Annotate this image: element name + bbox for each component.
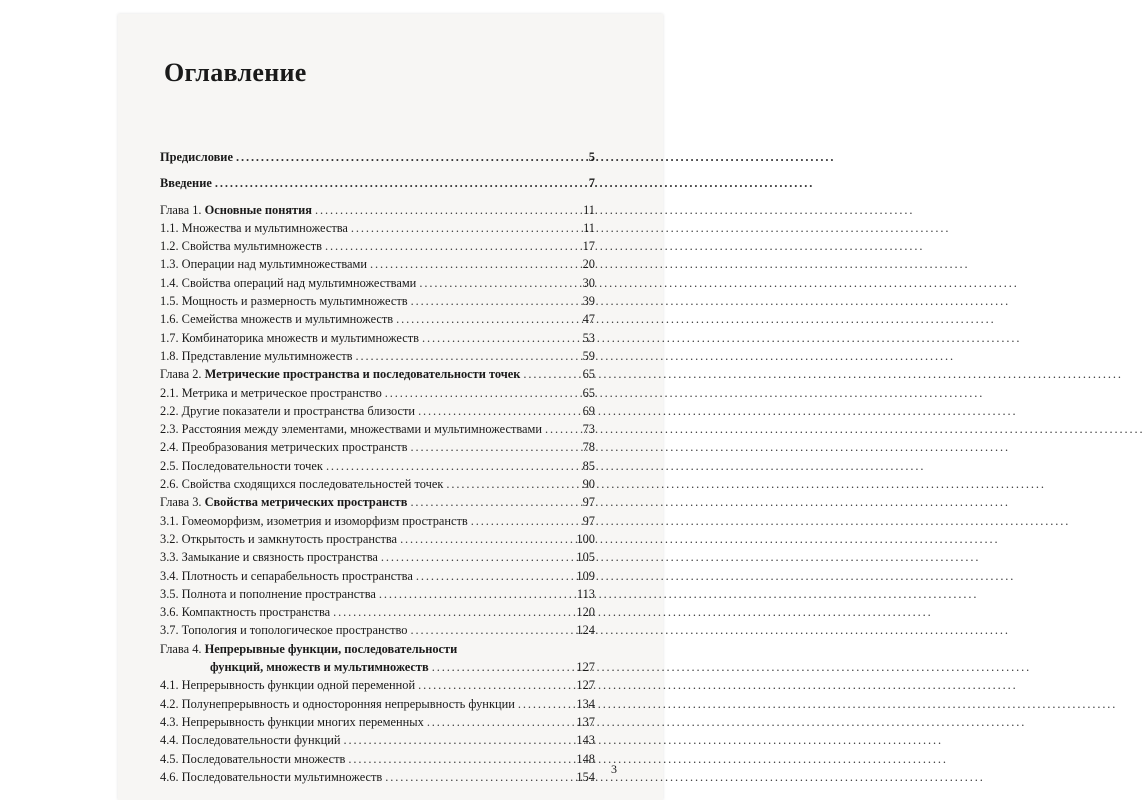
toc-entry-page: 11 [583,202,595,217]
toc-entry-label: 4.1. Непрерывность функции одной переменной [160,678,416,693]
toc-entry-label: Введение [160,176,212,191]
toc-entry-label: 2.2. Другие показатели и пространства близости [160,403,416,418]
toc-section [160,310,595,328]
toc-entry-page: 127 [576,660,595,675]
toc-entry-page: 73 [582,422,595,437]
toc-entry-label: 4.5. Последовательности множеств [160,751,346,766]
toc-entry-page: 85 [582,458,595,473]
toc-section [160,347,595,365]
dot-leader [333,603,572,621]
toc-entry-page: 7 [588,176,595,191]
toc-entry-label: 2.6. Свойства сходящихся последовательностей точек [160,477,444,492]
chapter-title-line1: Непрерывные функции, последовательности [204,641,458,656]
toc-entry-page: 78 [582,440,595,455]
toc-entry-label: 1.5. Мощность и размерность мультимножеств [160,294,408,309]
dot-leader [236,148,572,166]
dot-leader [315,201,572,219]
chapter-title: Метрические пространства и последовательности точек [204,367,521,382]
toc-entry-page: 90 [582,477,595,492]
dot-leader [422,329,572,347]
dot-leader [396,310,572,328]
toc-entry-label: 2.4. Преобразования метрических пространств [160,440,408,455]
dot-leader [325,237,572,255]
toc-entry-label: 2.3. Расстояния между элементами, множествами и мультимножествами [160,422,543,437]
page-number: 3 [611,762,617,776]
dot-leader [432,658,572,676]
toc-section [160,621,595,639]
dot-leader [356,347,573,365]
toc-entry-label: 3.5. Полнота и пополнение пространства [160,586,376,601]
toc-entry-page: 137 [576,714,595,729]
dot-leader [410,493,572,511]
toc-entry-label: 3.1. Гомеоморфизм, изометрия и изоморфизм пространств [160,513,468,528]
toc-chapter-3 [160,493,595,511]
toc-entry-page: 100 [576,531,595,546]
dot-leader [215,174,572,192]
toc-entry-page: 143 [576,733,595,748]
toc-entry-label: 1.6. Семейства множеств и мультимножеств [160,312,394,327]
toc-entry-page: 154 [576,769,595,784]
toc-entry-label: 2.1. Метрика и метрическое пространство [160,385,382,400]
toc-entry-page: 97 [582,513,595,528]
toc-entry-label: 1.1. Множества и мультимножества [160,220,348,235]
dot-leader [326,457,572,475]
toc-section [160,438,595,456]
toc-entry-preface [160,148,595,166]
toc-entry-page: 109 [576,568,595,583]
toc-entry-intro [160,174,595,192]
toc-entry-label: 3.4. Плотность и сепарабельность пространства [160,568,413,583]
dot-leader [400,530,572,548]
toc-entry-page: 127 [576,678,595,693]
toc-entry-label: 1.2. Свойства мультимножеств [160,239,322,254]
dot-leader [523,365,572,383]
toc-chapter-4 [160,640,595,677]
toc-entry-label: 1.3. Операции над мультимножествами [160,257,368,272]
toc-entry-page: 17 [582,239,595,254]
toc-entry-page: 148 [576,751,595,766]
toc-entry-label: 4.4. Последовательности функций [160,733,341,748]
dot-leader [418,402,572,420]
toc-section [160,768,595,786]
toc-entry-label: 1.7. Комбинаторика множеств и мультимножеств [160,330,419,345]
page-title: Оглавление [164,58,307,87]
toc-entry-label: 1.8. Представление мультимножеств [160,348,353,363]
toc-section [160,567,595,585]
toc-section [160,530,595,548]
toc-section [160,750,595,768]
dot-leader [545,420,572,438]
toc-section [160,420,595,438]
toc-entry-page: 53 [582,330,595,345]
toc-entry-page: 65 [582,385,595,400]
toc-entry-label: 4.3. Непрерывность функции многих переменных [160,714,424,729]
toc-section [160,695,595,713]
toc-entry-label: 2.5. Последовательности точек [160,458,323,473]
toc-entry-label: 3.2. Открытость и замкнутость пространства [160,531,398,546]
dot-leader [385,768,572,786]
chapter-prefix: Глава 4. [160,641,205,656]
toc-entry-label: 4.2. Полунепрерывность и односторонняя непрерывность функции [160,696,515,711]
toc-chapter-1 [160,201,595,219]
dot-leader [419,274,572,292]
chapter-title: Свойства метрических пространств [204,495,408,510]
toc-entry-label: 4.6. Последовательности мультимножеств [160,769,383,784]
dot-leader [348,750,572,768]
toc-entry-page: 39 [582,294,595,309]
toc-entry-page: 5 [588,150,595,164]
toc-entry-label: 3.6. Компактность пространства [160,605,331,620]
dot-leader [411,292,572,310]
toc-entry-page: 65 [582,367,595,382]
toc-entry-label: 3.7. Топология и топологическое пространство [160,623,408,638]
toc-section [160,237,595,255]
dot-leader [427,713,572,731]
toc-section [160,676,595,694]
toc-entry-page: 59 [582,348,595,363]
toc-section [160,475,595,493]
dot-leader [381,548,572,566]
chapter-prefix: Глава 3. [160,495,205,510]
chapter-prefix: Глава 2. [160,367,205,382]
toc-section [160,512,595,530]
toc-entry-page: 11 [583,220,595,235]
chapter-prefix: Глава 1. [160,202,205,217]
dot-leader [379,585,572,603]
dot-leader [385,384,572,402]
toc-section [160,402,595,420]
toc-entry-page: 124 [576,623,595,638]
toc-section [160,255,595,273]
toc-section [160,713,595,731]
chapter-title: Основные понятия [204,202,312,217]
toc-entry-label: 1.4. Свойства операций над мультимножествами [160,275,417,290]
toc-entry-page: 30 [582,275,595,290]
toc-entry-page: 105 [576,550,595,565]
toc-entry-page: 20 [582,257,595,272]
toc-entry-page: 47 [582,312,595,327]
dot-leader [344,731,572,749]
table-of-contents [160,148,595,786]
dot-leader [351,219,572,237]
toc-section [160,457,595,475]
dot-leader [410,621,572,639]
toc-entry-page: 69 [582,403,595,418]
toc-section [160,292,595,310]
dot-leader [411,438,573,456]
dot-leader [416,567,572,585]
dot-leader [370,255,572,273]
toc-section [160,274,595,292]
toc-section [160,329,595,347]
toc-section [160,219,595,237]
toc-section [160,384,595,402]
toc-entry-label: 3.3. Замыкание и связность пространства [160,550,378,565]
toc-entry-page: 97 [582,495,595,510]
toc-section [160,731,595,749]
toc-chapter-2 [160,365,595,383]
toc-entry-label: Предисловие [160,150,233,164]
dot-leader [446,475,572,493]
dot-leader [518,695,572,713]
toc-entry-page: 134 [576,696,595,711]
dot-leader [471,512,572,530]
toc-section [160,603,595,621]
dot-leader [418,676,572,694]
toc-section [160,548,595,566]
chapter-title-line2: функций, множеств и мультимножеств [210,660,429,675]
toc-entry-page: 113 [576,586,595,601]
toc-entry-page: 120 [576,605,595,620]
toc-section [160,585,595,603]
